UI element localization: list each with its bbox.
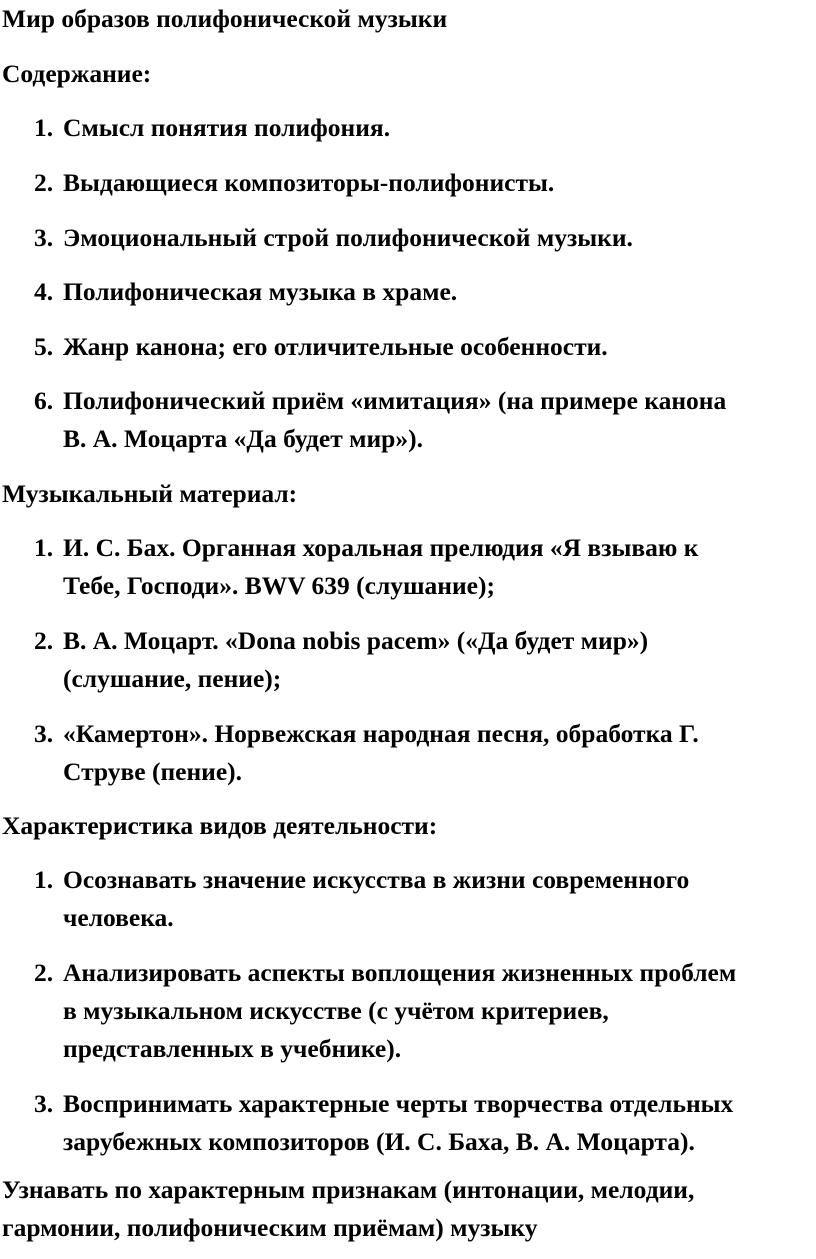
document-title: Мир образов полифонической музыки	[2, 4, 448, 33]
list-item-text-continued: Струве (пение).	[63, 757, 243, 786]
list-item-text-continued: человека.	[63, 903, 174, 932]
footer-paragraph-line-2: гармонии, полифоническим приёмам) музыку	[2, 1213, 538, 1242]
list-item-text: Воспринимать характерные черты творчества отдельных	[63, 1089, 734, 1118]
activities-heading: Характеристика видов деятельности:	[2, 811, 438, 840]
list-item-text: Смысл понятия полифония.	[63, 113, 391, 142]
list-number: 1.	[34, 865, 54, 894]
list-number: 5.	[34, 332, 54, 361]
list-number: 3.	[34, 223, 54, 252]
list-item-text: Эмоциональный строй полифонической музыки.	[63, 223, 633, 252]
list-number: 1.	[34, 533, 54, 562]
list-number: 2.	[34, 626, 54, 655]
list-item-text: Анализировать аспекты воплощения жизненных проблем	[63, 958, 737, 987]
contents-heading: Содержание:	[2, 59, 152, 88]
list-item-text: Полифоническая музыка в храме.	[63, 277, 458, 306]
list-number: 4.	[34, 277, 54, 306]
list-item-text-continued: представленных в учебнике).	[63, 1034, 402, 1063]
list-item-text: Осознавать значение искусства в жизни современного	[63, 865, 690, 894]
list-number: 1.	[34, 113, 54, 142]
list-item-text-continued: в музыкальном искусстве (с учётом критериев,	[63, 996, 609, 1025]
list-item-text: Полифонический приём «имитация» (на примере канона	[63, 386, 727, 415]
music-heading: Музыкальный материал:	[2, 479, 298, 508]
list-number: 3.	[34, 1089, 54, 1118]
list-item-text-continued: (слушание, пение);	[63, 664, 282, 693]
list-number: 6.	[34, 386, 54, 415]
list-number: 2.	[34, 168, 54, 197]
list-item-text: Выдающиеся композиторы-полифонисты.	[63, 168, 555, 197]
footer-paragraph-line-1: Узнавать по характерным признакам (интонации, мелодии,	[2, 1175, 695, 1204]
list-item-text-continued: В. А. Моцарта «Да будет мир»).	[63, 424, 423, 453]
list-item-text: «Камертон». Норвежская народная песня, обработка Г.	[63, 719, 699, 748]
list-item-text-continued: зарубежных композиторов (И. С. Баха, В. А. Моцарта).	[63, 1127, 695, 1156]
list-number: 2.	[34, 958, 54, 987]
list-item-text: В. А. Моцарт. «Dona nobis pacem» («Да будет мир»)	[63, 626, 649, 655]
list-item-text-continued: Тебе, Господи». BWV 639 (слушание);	[63, 571, 495, 600]
list-item-text: Жанр канона; его отличительные особенности.	[63, 332, 608, 361]
list-item-text: И. С. Бах. Органная хоральная прелюдия «Я взываю к	[63, 533, 699, 562]
list-number: 3.	[34, 719, 54, 748]
